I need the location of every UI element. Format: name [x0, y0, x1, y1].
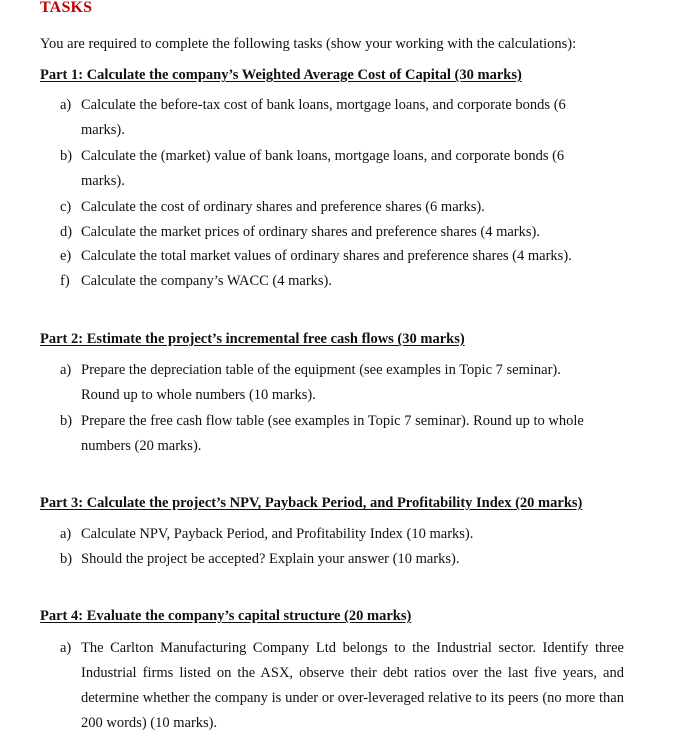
item-text: Calculate the total market values of ordinary shares and preference shares (4 marks).: [81, 248, 572, 264]
part-3-item-b: [60, 547, 620, 572]
item-letter: a): [60, 526, 72, 542]
part-4-heading: Part 4: Evaluate the company’s capital structure (20 marks): [40, 608, 412, 624]
part-2-heading: Part 2: Estimate the project’s incremental free cash flows (30 marks): [40, 331, 465, 347]
part-1-item-e: [60, 244, 620, 269]
item-text: Calculate the before-tax cost of bank loans, mortgage loans, and corporate bonds (6 marks).: [81, 97, 566, 138]
part-1-item-c: [60, 195, 620, 220]
part-1-heading: Part 1: Calculate the company’s Weighted Average Cost of Capital (30 marks): [40, 67, 522, 83]
item-text: Calculate the market prices of ordinary shares and preference shares (4 marks).: [81, 224, 540, 240]
part-1-item-f: [60, 269, 620, 294]
part-3-item-a: [60, 522, 620, 547]
part-2-item-a: [60, 358, 572, 408]
item-letter: a): [60, 640, 72, 656]
part-1-item-a: [60, 93, 584, 143]
item-letter: b): [60, 148, 73, 164]
item-letter: e): [60, 248, 72, 264]
item-letter: f): [60, 273, 70, 289]
part-1-item-d: [60, 220, 620, 245]
page-title: TASKS: [40, 0, 93, 16]
item-letter: a): [60, 362, 72, 378]
part-2-item-b: [60, 409, 600, 459]
part-1-item-b: [60, 144, 584, 194]
item-letter: b): [60, 413, 73, 429]
item-letter: a): [60, 97, 72, 113]
item-letter: c): [60, 199, 72, 215]
part-4-item-a: [60, 636, 624, 736]
intro-text: You are required to complete the following tasks (show your working with the calculations):: [40, 36, 577, 52]
item-text: Should the project be accepted? Explain your answer (10 marks).: [81, 551, 460, 567]
item-letter: b): [60, 551, 73, 567]
item-text: Calculate the cost of ordinary shares and preference shares (6 marks).: [81, 199, 485, 215]
item-text: Prepare the depreciation table of the equipment (see examples in Topic 7 seminar). Round up to whole numbers (10 marks).: [81, 362, 561, 403]
item-text: Calculate NPV, Payback Period, and Profitability Index (10 marks).: [81, 526, 474, 542]
item-text: Prepare the free cash flow table (see examples in Topic 7 seminar). Round up to whole numbers (20 marks).: [81, 413, 584, 454]
item-text: Calculate the company’s WACC (4 marks).: [81, 273, 333, 289]
part-3-heading: Part 3: Calculate the project’s NPV, Payback Period, and Profitability Index (20 marks): [40, 495, 583, 511]
item-text: The Carlton Manufacturing Company Ltd belongs to the Industrial sector. Identify three Industrial firms listed on the ASX, observe their debt ratios over the last five years, and determine whether the company is under or over-leveraged relative to its peers (no more than 200 words) (10 marks).: [81, 640, 624, 731]
item-text: Calculate the (market) value of bank loans, mortgage loans, and corporate bonds (6 marks).: [81, 148, 565, 189]
item-letter: d): [60, 224, 73, 240]
